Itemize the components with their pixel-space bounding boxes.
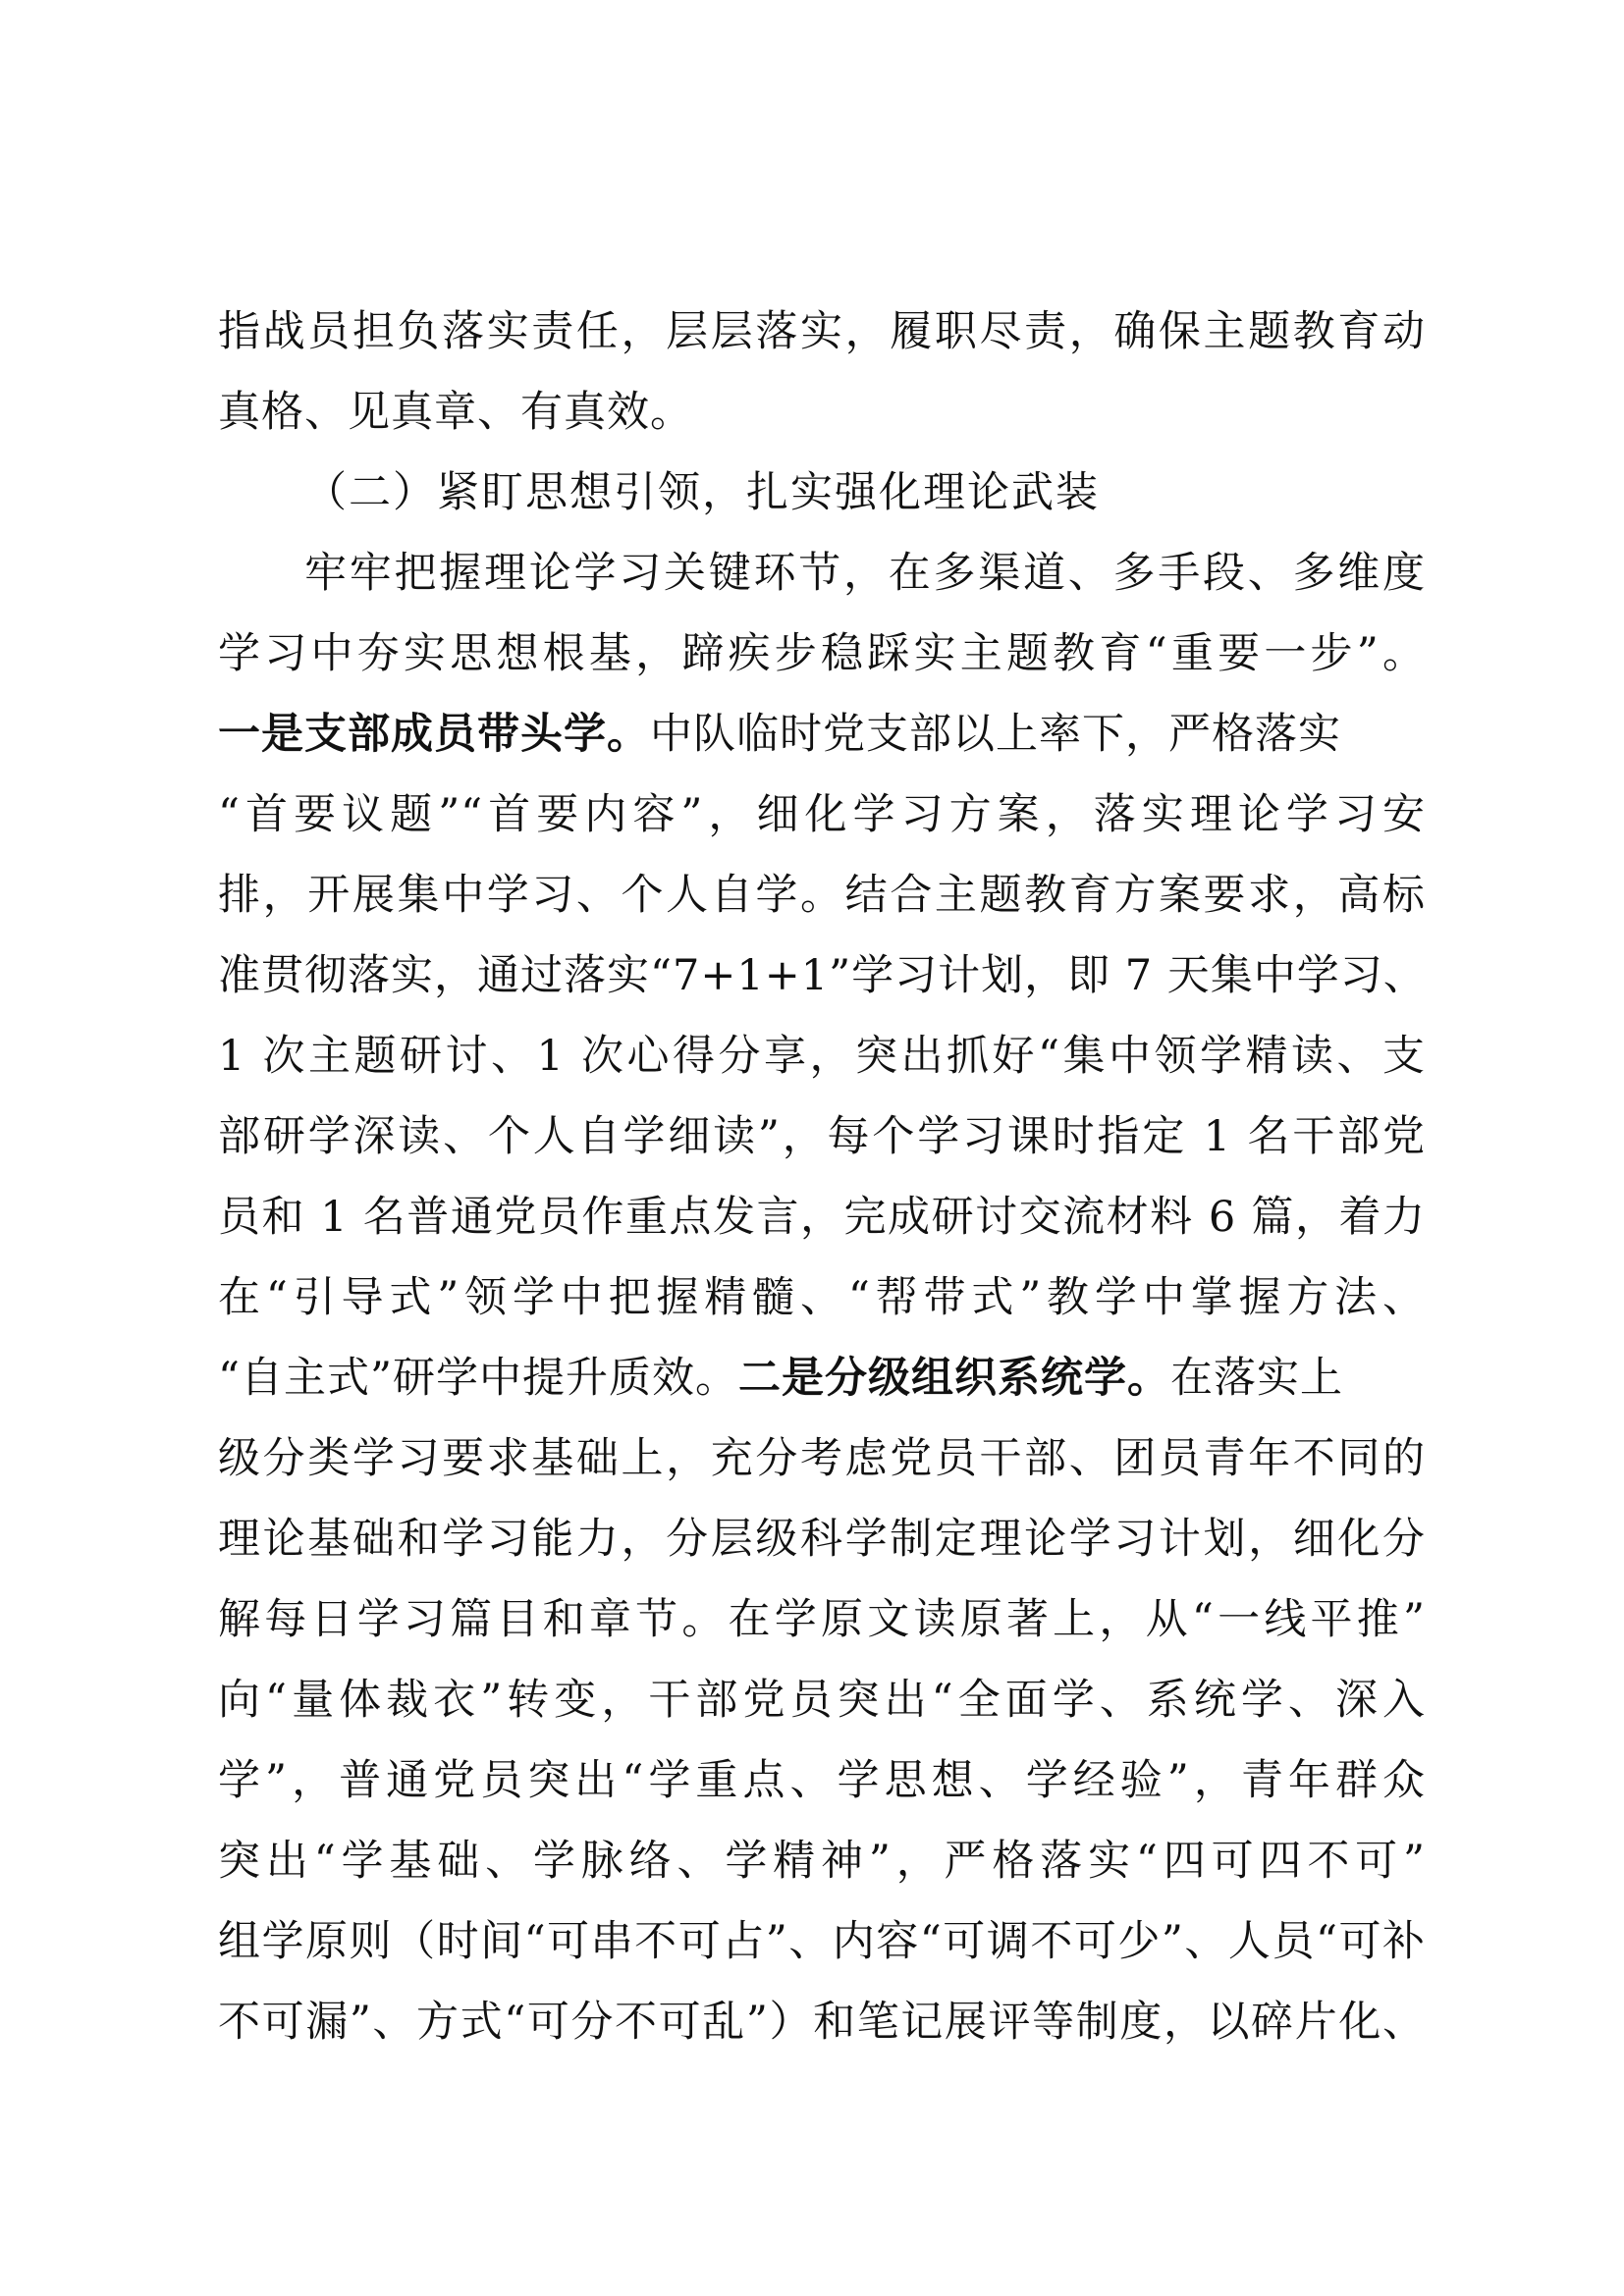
- body-text-line-21: 组学原则（时间“可串不可占”、内容“可调不可少”、人员“可补: [218, 1917, 1426, 1966]
- section-heading: （二）紧盯思想引领，扎实强化理论武装: [304, 468, 1100, 517]
- body-text-line-18: 向“量体裁衣”转变，干部党员突出“全面学、系统学、深入: [218, 1676, 1426, 1725]
- body-text-line-14: [218, 1339, 1426, 1417]
- body-text-line-10: 1 次主题研讨、1 次心得分享，突出抓好“集中领学精读、支: [218, 1032, 1426, 1081]
- body-text-line-8: 排，开展集中学习、个人自学。结合主题教育方案要求，高标: [218, 871, 1426, 920]
- body-text-line-6: [218, 695, 1426, 774]
- body-text-line-12: 员和 1 名普通党员作重点发言，完成研讨交流材料 6 篇，着力: [218, 1193, 1426, 1242]
- body-text-line-5: 学习中夯实思想根基，蹄疾步稳踩实主题教育“重要一步”。: [218, 629, 1426, 678]
- body-text-segment: 在落实上: [1169, 1354, 1343, 1403]
- body-text-line-15: 级分类学习要求基础上，充分考虑党员干部、团员青年不同的: [218, 1434, 1426, 1483]
- bold-lead-phrase-1: 一是支部成员带头学。: [218, 710, 650, 759]
- body-text-segment: “自主式”研学中提升质效。: [218, 1354, 738, 1403]
- body-text-line-2: 真格、见真章、有真效。: [218, 388, 693, 437]
- body-text-line-4: 牢牢把握理论学习关键环节，在多渠道、多手段、多维度: [304, 549, 1426, 598]
- body-text-line-7: “首要议题”“首要内容”，细化学习方案，落实理论学习安: [218, 790, 1426, 839]
- body-text-segment: 中队临时党支部以上率下，严格落实: [650, 710, 1341, 759]
- body-text-line-20: 突出“学基础、学脉络、学精神”，严格落实“四可四不可”: [218, 1837, 1426, 1886]
- body-text-line-17: 解每日学习篇目和章节。在学原文读原著上，从“一线平推”: [218, 1595, 1426, 1644]
- body-text-line-11: 部研学深读、个人自学细读”，每个学习课时指定 1 名干部党: [218, 1112, 1426, 1161]
- body-text-line-9: 准贯彻落实，通过落实“7+1+1”学习计划，即 7 天集中学习、: [218, 951, 1427, 1000]
- bold-lead-phrase-2: 二是分级组织系统学。: [737, 1354, 1170, 1403]
- body-text-line-16: 理论基础和学习能力，分层级科学制定理论学习计划，细化分: [218, 1515, 1426, 1564]
- body-text-line-13: 在“引导式”领学中把握精髓、“帮带式”教学中掌握方法、: [218, 1273, 1426, 1322]
- body-text-line-1: 指战员担负落实责任，层层落实，履职尽责，确保主题教育动: [218, 307, 1426, 356]
- body-text-line-19: 学”，普通党员突出“学重点、学思想、学经验”，青年群众: [218, 1756, 1426, 1805]
- body-text-line-22: 不可漏”、方式“可分不可乱”）和笔记展评等制度，以碎片化、: [218, 1998, 1426, 2047]
